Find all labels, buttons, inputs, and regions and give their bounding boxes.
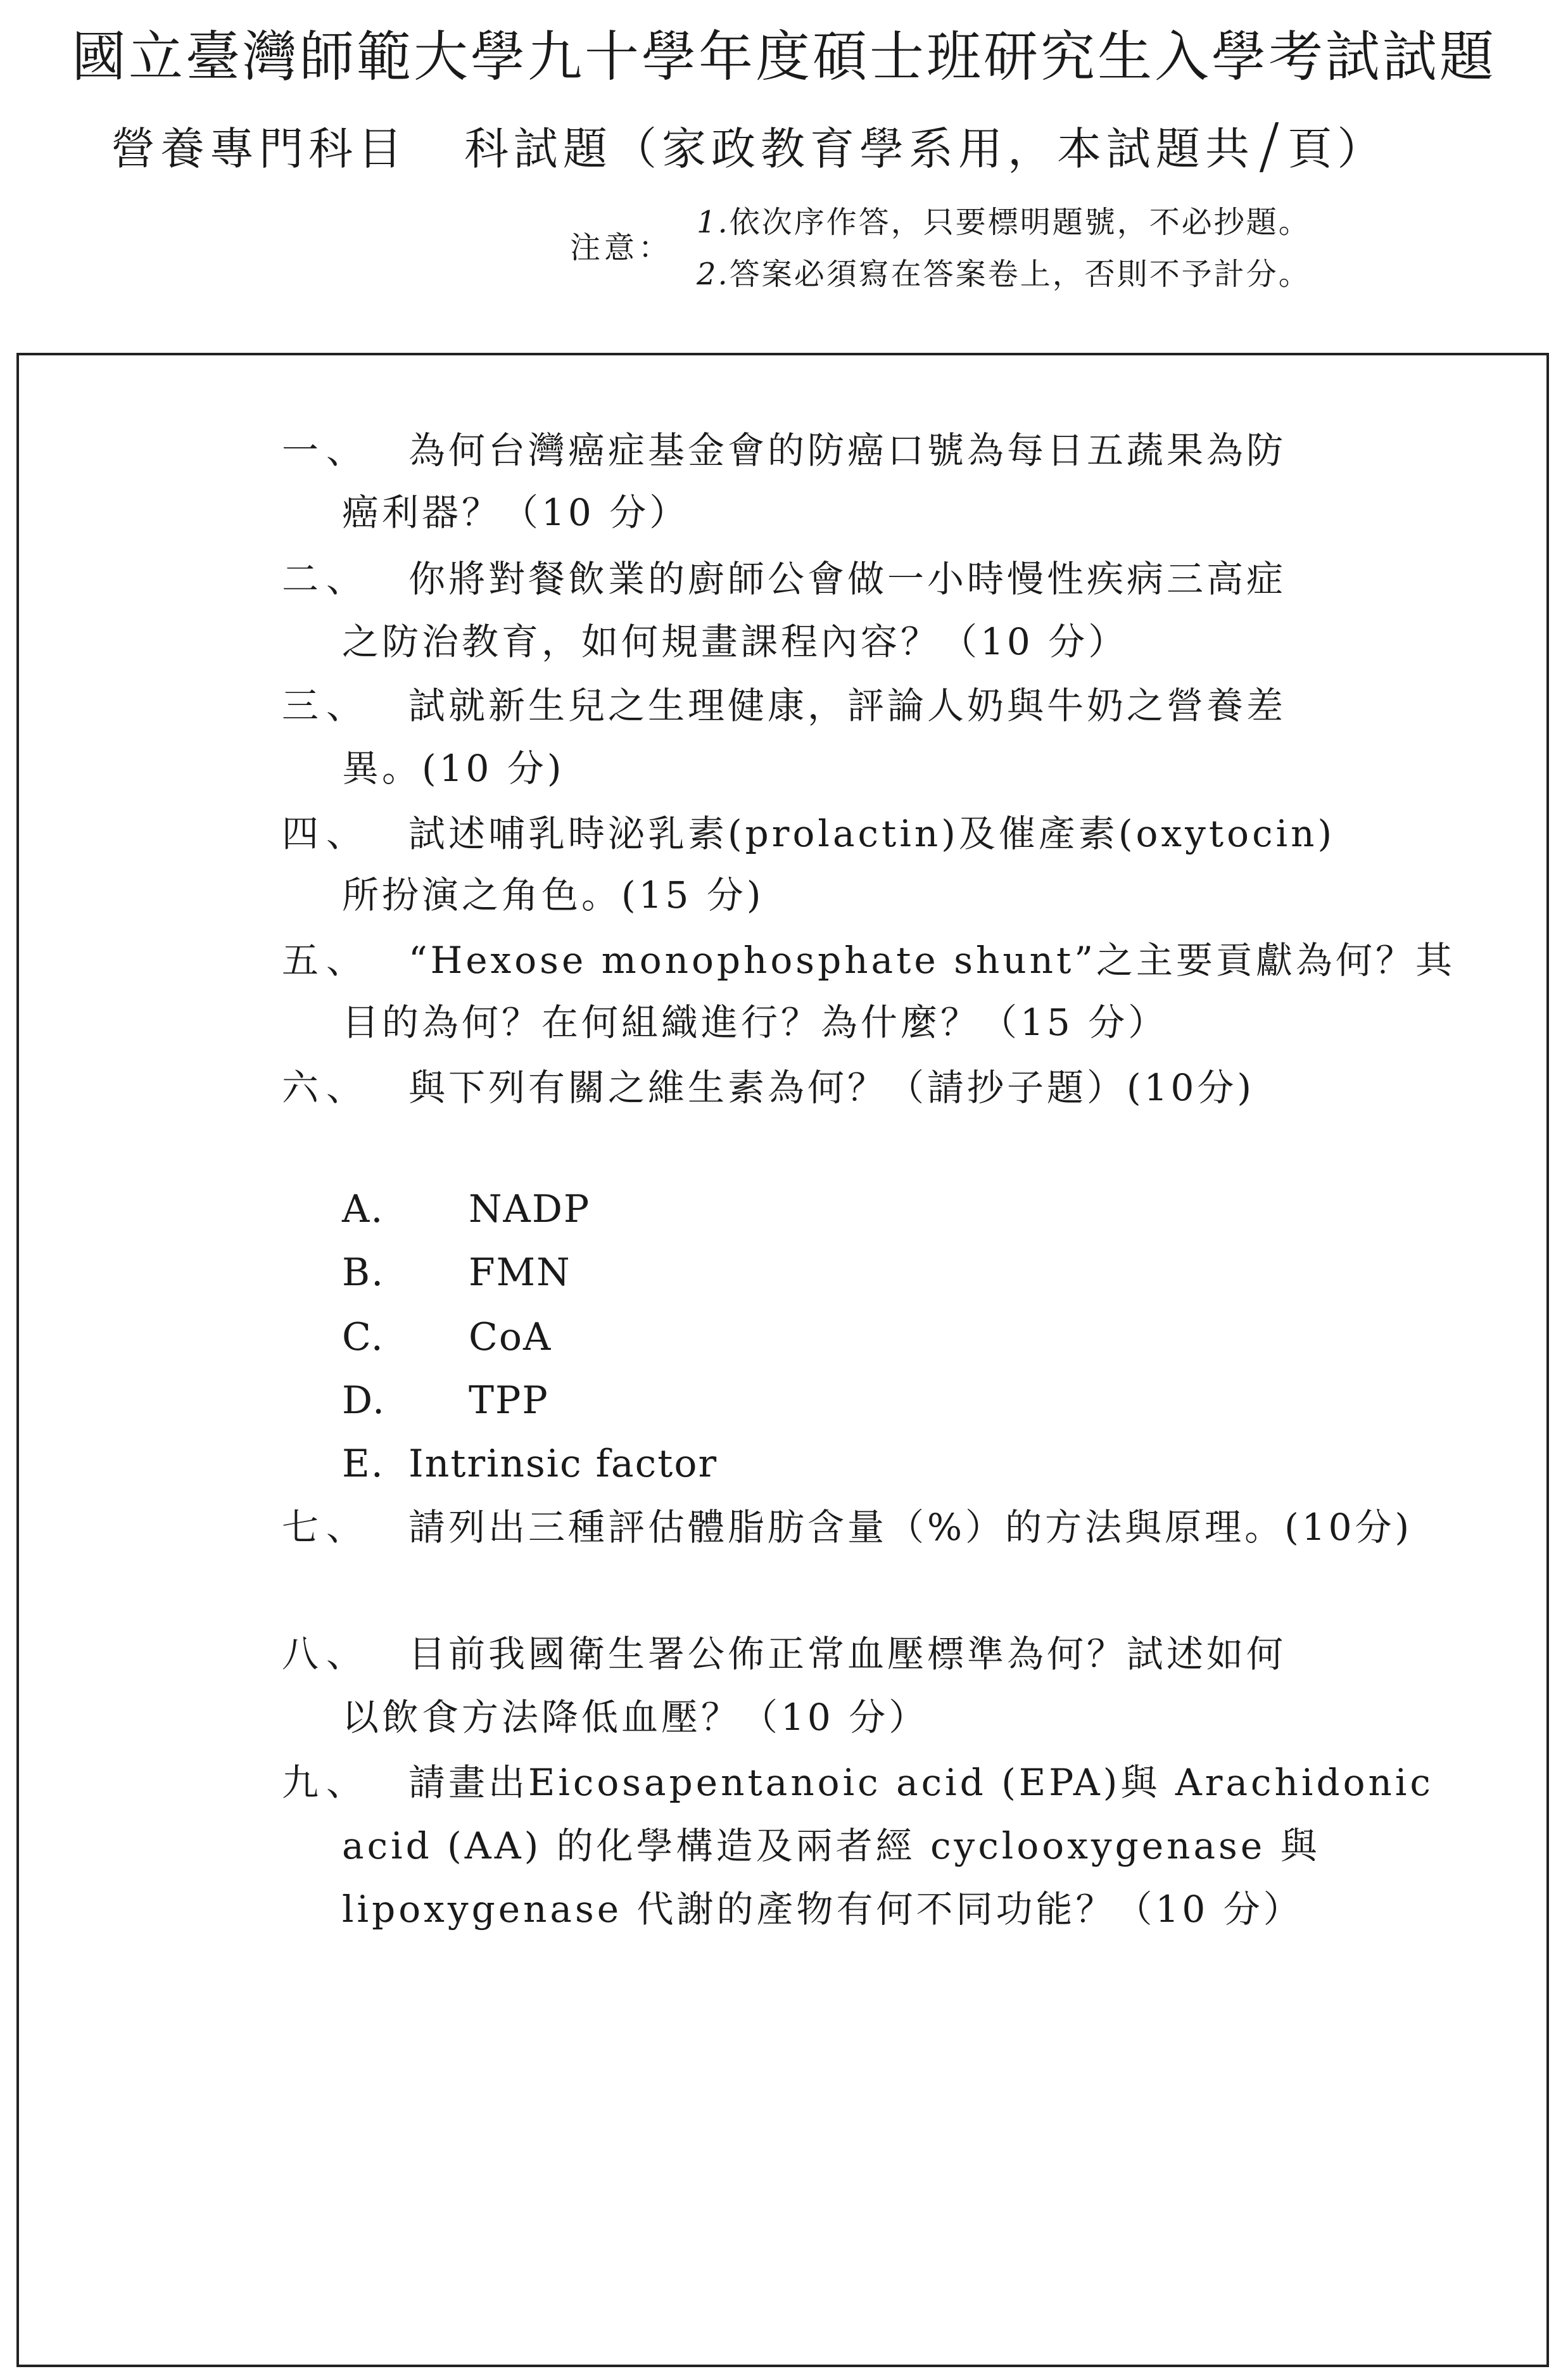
question-4-line-1: 試述哺乳時泌乳素(prolactin)及催產素(oxytocin) — [408, 812, 1336, 855]
subitem-d-letter: D. — [342, 1378, 386, 1423]
question-9-line-1: 請畫出Eicosapentanoic acid (EPA)與 Arachidonic — [408, 1761, 1434, 1804]
subtitle-end: 頁） — [1287, 123, 1387, 175]
question-9-line-2: acid (AA) 的化學構造及兩者經 cyclooxygenase 與 — [342, 1824, 1320, 1867]
question-9-line-3: lipoxygenase 代謝的產物有何不同功能？（10 分） — [342, 1888, 1303, 1931]
notice-line-2: 2.答案必須寫在答案卷上，否則不予計分。 — [697, 257, 1311, 292]
subitem-a-term: NADP — [469, 1187, 591, 1231]
subitem-b-letter: B. — [342, 1250, 385, 1295]
subitem-e-letter: E. — [342, 1442, 384, 1486]
notice-label: 注意： — [570, 230, 673, 265]
question-7-number: 七、 — [282, 1506, 371, 1549]
question-5-number: 五、 — [282, 939, 371, 982]
question-3-line-1: 試就新生兒之生理健康，評論人奶與牛奶之營養差 — [408, 684, 1287, 727]
question-9-number: 九、 — [282, 1761, 371, 1804]
subitem-c-letter: C. — [342, 1315, 384, 1359]
question-8-number: 八、 — [282, 1632, 371, 1675]
question-2-line-1: 你將對餐飲業的廚師公會做一小時慢性疾病三高症 — [408, 557, 1287, 600]
subitem-d-term: TPP — [469, 1378, 549, 1423]
subitem-b-term: FMN — [469, 1250, 571, 1295]
subitem-e-term: Intrinsic factor — [408, 1442, 718, 1486]
question-4-number: 四、 — [282, 812, 371, 855]
subtitle-subject: 營養專門科目 — [111, 123, 407, 175]
question-8-line-2: 以飲食方法降低血壓？（10 分） — [342, 1696, 929, 1739]
question-7-line-1: 請列出三種評估體脂肪含量（%）的方法與原理。(10分) — [408, 1506, 1413, 1549]
question-3-line-2: 異。(10 分) — [342, 747, 565, 790]
question-5-line-2: 目的為何？在何組織進行？為什麼？（15 分） — [342, 1001, 1168, 1044]
question-1-line-1: 為何台灣癌症基金會的防癌口號為每日五蔬果為防 — [408, 429, 1287, 472]
question-5-line-1: “Hexose monophosphate shunt”之主要貢獻為何？其 — [408, 939, 1455, 982]
exam-title: 國立臺灣師範大學九十學年度碩士班研究生入學考試試題 — [72, 25, 1496, 89]
question-1-line-2: 癌利器？（10 分） — [342, 491, 690, 534]
subtitle-main: 科試題（家政教育學系用，本試題共 — [464, 123, 1255, 175]
question-1-number: 一、 — [282, 429, 371, 472]
notice-block — [570, 198, 1457, 299]
question-6-number: 六、 — [282, 1066, 371, 1109]
questions-frame — [16, 353, 1549, 2367]
subitem-a-letter: A. — [342, 1187, 384, 1231]
question-4-line-2: 所扮演之角色。(15 分) — [342, 874, 764, 917]
exam-subtitle — [111, 111, 1386, 184]
notice-line-1: 1.依次序作答，只要標明題號，不必抄題。 — [697, 205, 1311, 240]
subitem-c-term: CoA — [469, 1315, 552, 1359]
question-8-line-1: 目前我國衛生署公佈正常血壓標準為何？試述如何 — [408, 1632, 1287, 1675]
question-6-line-1: 與下列有關之維生素為何？（請抄子題）(10分) — [408, 1066, 1255, 1109]
question-3-number: 三、 — [282, 684, 371, 727]
question-2-line-2: 之防治教育，如何規畫課程內容？（10 分） — [342, 620, 1129, 663]
question-2-number: 二、 — [282, 557, 371, 600]
subtitle-page-count: / — [1258, 110, 1284, 181]
